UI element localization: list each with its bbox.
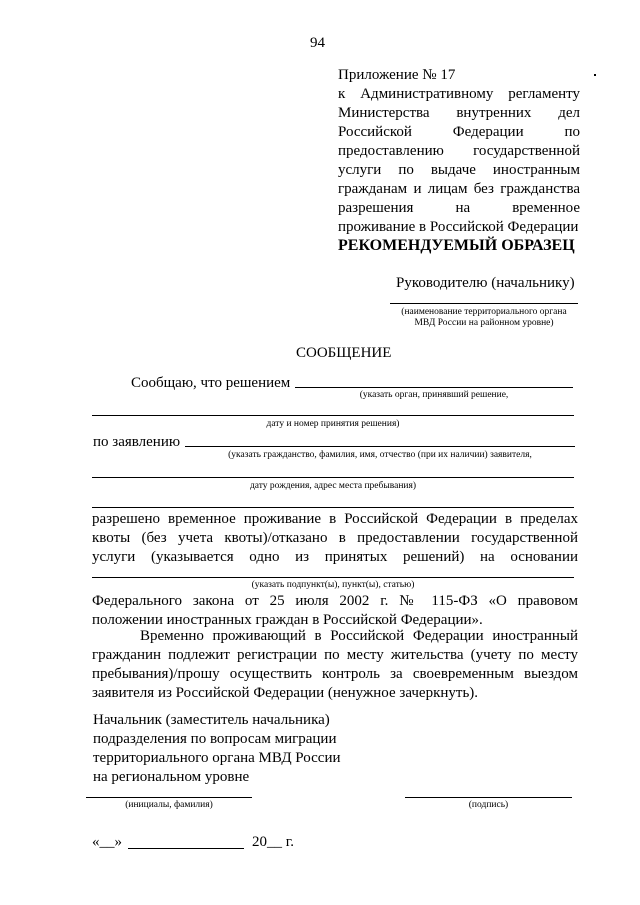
granted-line: услуги (указывается одно из принятых решений) на основании xyxy=(92,549,578,565)
law-line-1: Федерального закона от 25 июля 2002 г. № 115-ФЗ «О правовом xyxy=(92,593,578,609)
para2-line: Временно проживающий в Российской Федерации иностранный xyxy=(140,628,578,644)
doc-title: СООБЩЕНИЕ xyxy=(296,345,392,361)
hint-organ: (указать орган, принявший решение, xyxy=(359,390,509,400)
initials-line xyxy=(86,797,252,798)
appendix-line: к Административному регламенту xyxy=(338,86,580,102)
signer-line: подразделения по вопросам миграции xyxy=(93,731,337,747)
para2-line: пребывания)/прошу осуществить контроль за своевременным выездом xyxy=(92,666,578,682)
granted-line: разрешено временное проживание в Российской Федерации в пределах xyxy=(92,511,578,527)
decision-lead: Сообщаю, что решением xyxy=(131,375,291,391)
appendix-line: услуги по выдаче иностранным xyxy=(338,162,580,178)
addressee-hint-2: МВД России на районном уровне) xyxy=(414,318,554,328)
registration-paragraph xyxy=(92,627,578,703)
hint-birth: дату рождения, адрес места пребывания) xyxy=(249,481,417,491)
signer-line: территориального органа МВД России xyxy=(93,750,341,766)
appendix-title: Приложение № 17 xyxy=(338,67,456,83)
appendix-block xyxy=(338,66,580,237)
para2-line: гражданин подлежит регистрации по месту жительства (учету по месту xyxy=(92,647,578,663)
appendix-line: разрешения на временное xyxy=(338,200,580,216)
application-line-2 xyxy=(92,477,574,478)
addressee-hint xyxy=(380,307,588,329)
addressee-line xyxy=(390,303,578,304)
granted-line: квоты (без учета квоты)/отказано в предоставлении государственной xyxy=(92,530,578,546)
application-line xyxy=(185,446,575,447)
signature-line xyxy=(405,797,572,798)
para2-last: заявителя из Российской Федерации (ненужное зачеркнуть). xyxy=(92,685,479,701)
appendix-last-line: проживание в Российской Федерации xyxy=(338,219,579,235)
law-line-2: положении иностранных граждан в Российской Федерации». xyxy=(92,612,483,628)
hint-signature: (подпись) xyxy=(468,800,509,810)
granted-paragraph xyxy=(92,510,578,567)
signer-block xyxy=(93,711,341,787)
signer-line: Начальник (заместитель начальника) xyxy=(93,712,330,728)
scan-dot xyxy=(594,74,596,76)
page-number: 94 xyxy=(310,35,325,51)
appendix-line: гражданам и лицам без гражданства xyxy=(338,181,580,197)
application-line-3 xyxy=(92,507,574,508)
date-year: 20__ г. xyxy=(252,834,294,850)
application-lead: по заявлению xyxy=(93,434,181,450)
hint-initials: (инициалы, фамилия) xyxy=(125,800,213,810)
hint-clause: (указать подпункт(ы), пункт(ы), статью) xyxy=(251,580,415,590)
clause-line xyxy=(92,577,574,578)
hint-date: дату и номер принятия решения) xyxy=(266,419,400,429)
signer-line: на региональном уровне xyxy=(93,769,250,785)
appendix-line: Министерства внутренних дел xyxy=(338,105,580,121)
date-quote: «__» xyxy=(92,834,122,850)
hint-applicant: (указать гражданство, фамилия, имя, отчество (при их наличии) заявителя, xyxy=(228,450,532,460)
addressee-hint-1: (наименование территориального органа xyxy=(401,307,567,317)
decision-line xyxy=(295,387,573,388)
appendix-line: Российской Федерации по xyxy=(338,124,580,140)
sample-heading: РЕКОМЕНДУЕМЫЙ ОБРАЗЕЦ xyxy=(338,237,575,254)
law-paragraph xyxy=(92,592,578,630)
decision-line-2 xyxy=(92,415,574,416)
appendix-line: предоставлению государственной xyxy=(338,143,580,159)
date-line xyxy=(128,848,244,849)
addressee: Руководителю (начальнику) xyxy=(396,275,575,291)
